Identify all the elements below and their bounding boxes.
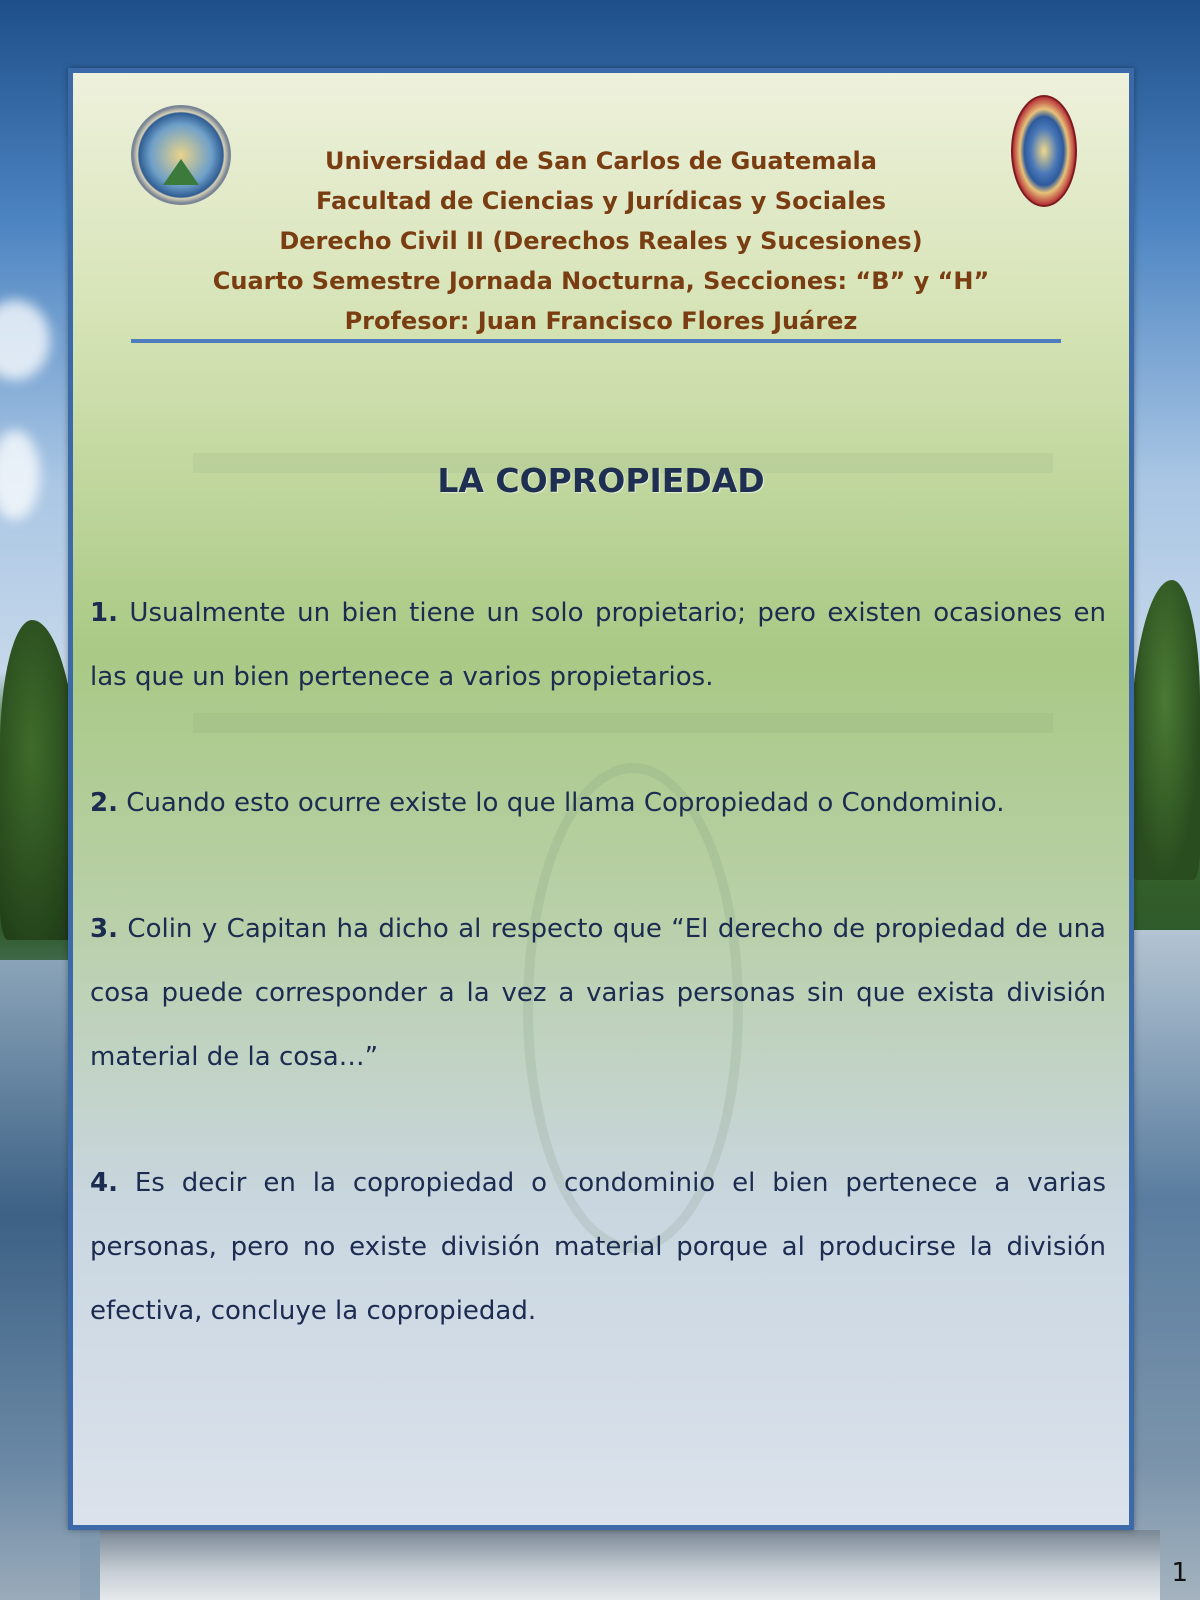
plaza-ground xyxy=(100,1530,1160,1600)
slide-card xyxy=(68,68,1134,1530)
paragraph-number: 1. xyxy=(90,598,118,628)
semester-info: Cuarto Semestre Jornada Nocturna, Secciones: “B” y “H” xyxy=(212,267,990,295)
paragraph-2 xyxy=(90,771,1106,835)
paragraph-number: 4. xyxy=(90,1168,118,1198)
professor-name: Profesor: Juan Francisco Flores Juárez xyxy=(344,307,858,335)
tree-right xyxy=(1130,580,1200,880)
paragraph-4 xyxy=(90,1151,1106,1343)
paragraph-3 xyxy=(90,897,1106,1089)
paragraph-number: 3. xyxy=(90,914,118,944)
paragraph-text: Colin y Capitan ha dicho al respecto que “El derecho de propiedad de una cosa puede corresponder a la vez a varias personas sin que exista división material de la cosa…” xyxy=(90,914,1106,1072)
course-name: Derecho Civil II (Derechos Reales y Sucesiones) xyxy=(279,227,923,255)
paragraph-text: Es decir en la copropiedad o condominio el bien pertenece a varias personas, pero no existe división material porque al producirse la división efectiva, concluye la copropiedad. xyxy=(90,1168,1106,1326)
paragraph-1 xyxy=(90,581,1106,709)
faculty-name: Facultad de Ciencias y Jurídicas y Sociales xyxy=(316,187,886,215)
cloud-shape xyxy=(0,300,50,380)
paragraph-number: 2. xyxy=(90,788,118,818)
page-number: 1 xyxy=(1171,1558,1188,1588)
cloud-shape xyxy=(0,430,40,520)
paragraph-text: Usualmente un bien tiene un solo propietario; pero existen ocasiones en las que un bien pertenece a varios propietarios. xyxy=(90,598,1106,692)
content-body xyxy=(90,581,1106,1405)
institution-header xyxy=(73,141,1129,341)
paragraph-text: Cuando esto ocurre existe lo que llama Copropiedad o Condominio. xyxy=(117,788,1005,818)
header-divider xyxy=(131,339,1061,343)
water-right xyxy=(1130,930,1200,1600)
slide-title: LA COPROPIEDAD xyxy=(437,461,765,500)
university-name: Universidad de San Carlos de Guatemala xyxy=(325,147,877,175)
